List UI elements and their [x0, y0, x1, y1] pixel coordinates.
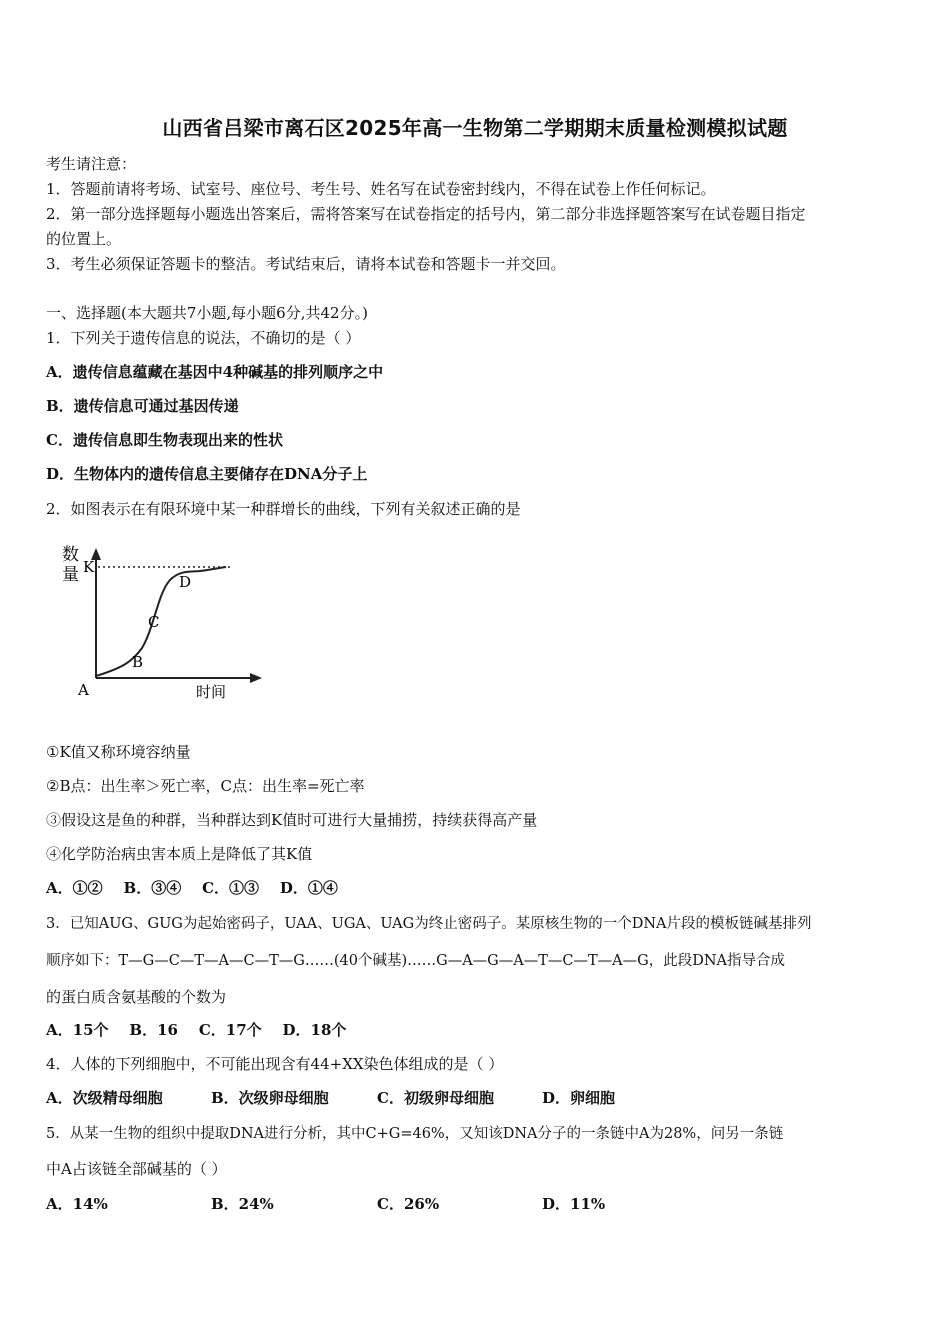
question-4-stem: 4．人体的下列细胞中，不可能出现含有44+XX染色体组成的是（ ）: [46, 1055, 504, 1073]
question-4-option: D．卵细胞: [542, 1089, 616, 1107]
question-5-line: 5．从某一生物的组织中提取DNA进行分析，其中C+G=46%，又知该DNA分子的一条链中A为28%，问另一条链: [46, 1126, 784, 1142]
question-3-line: 顺序如下：T—G—C—T—A—C—T—G……(40个碱基)……G—A—G—A—T—C—T—A—G，此段DNA指导合成: [46, 953, 785, 969]
question-5-option: D．11%: [542, 1195, 606, 1213]
notice-heading: 考生请注意：: [46, 155, 137, 173]
question-1-option: C．遗传信息即生物表现出来的性状: [46, 431, 283, 449]
question-1-option: D．生物体内的遗传信息主要储存在DNA分子上: [46, 465, 368, 483]
question-5-option: B．24%: [211, 1195, 274, 1213]
x-label: 时间: [196, 683, 227, 701]
s-curve: [96, 567, 226, 676]
exam-title: 山西省吕梁市离石区2025年高一生物第二学期期末质量检测模拟试题: [162, 116, 788, 140]
question-2-statement: ③假设这是鱼的种群，当种群达到K值时可进行大量捕捞，持续获得高产量: [46, 811, 538, 829]
question-2-statement: ②B点：出生率＞死亡率，C点：出生率=死亡率: [46, 777, 365, 795]
question-2-statement: ①K值又称环境容纳量: [46, 743, 191, 761]
question-5-option: C．26%: [377, 1195, 440, 1213]
question-2-statement: ④化学防治病虫害本质上是降低了其K值: [46, 845, 313, 863]
question-3-options: A．15个 B．16 C．17个 D．18个: [46, 1021, 347, 1039]
question-2-stem: 2．如图表示在有限环境中某一种群增长的曲线，下列有关叙述正确的是: [46, 500, 521, 518]
y-label-1: 数: [62, 545, 79, 565]
point-a-label: A: [78, 681, 89, 699]
notice-item: 1．答题前请将考场、试室号、座位号、考生号、姓名写在试卷密封线内，不得在试卷上作任何标记。: [46, 180, 716, 198]
notice-item: 2．第一部分选择题每小题选出答案后，需将答案写在试卷指定的括号内，第二部分非选择题答案写在试卷题目指定: [46, 205, 806, 223]
question-5-line: 中A占该链全部碱基的（ ）: [46, 1160, 227, 1178]
question-4-option: B．次级卵母细胞: [211, 1089, 329, 1107]
y-label-2: 量: [62, 565, 79, 585]
question-3-line: 的蛋白质含氨基酸的个数为: [46, 988, 227, 1006]
point-b-label: B: [132, 653, 144, 671]
question-4-option: C．初级卵母细胞: [377, 1089, 494, 1107]
question-2-options: A．①② B．③④ C．①③ D．①④: [46, 879, 338, 897]
point-d-label: D: [179, 573, 192, 591]
question-5-option: A．14%: [46, 1195, 108, 1213]
question-1-stem: 1．下列关于遗传信息的说法，不确切的是（ ）: [46, 329, 361, 347]
question-3-line: 3．已知AUG、GUG为起始密码子，UAA、UGA、UAG为终止密码子。某原核生物的一个DNA片段的模板链碱基排列: [46, 916, 812, 932]
notice-item: 的位置上。: [46, 230, 122, 248]
question-1-option: A．遗传信息蕴藏在基因中4种碱基的排列顺序之中: [46, 363, 384, 381]
question-4-option: A．次级精母细胞: [46, 1089, 163, 1107]
question-1-option: B．遗传信息可通过基因传递: [46, 397, 239, 415]
notice-item: 3．考生必须保证答题卡的整洁。考试结束后，请将本试卷和答题卡一并交回。: [46, 255, 566, 273]
x-axis-arrow-icon: [250, 673, 262, 683]
k-label: K: [83, 558, 95, 576]
population-growth-graph: [54, 538, 274, 708]
section-heading: 一、选择题(本大题共7小题,每小题6分,共42分。): [46, 304, 368, 322]
point-c-label: C: [148, 613, 160, 631]
